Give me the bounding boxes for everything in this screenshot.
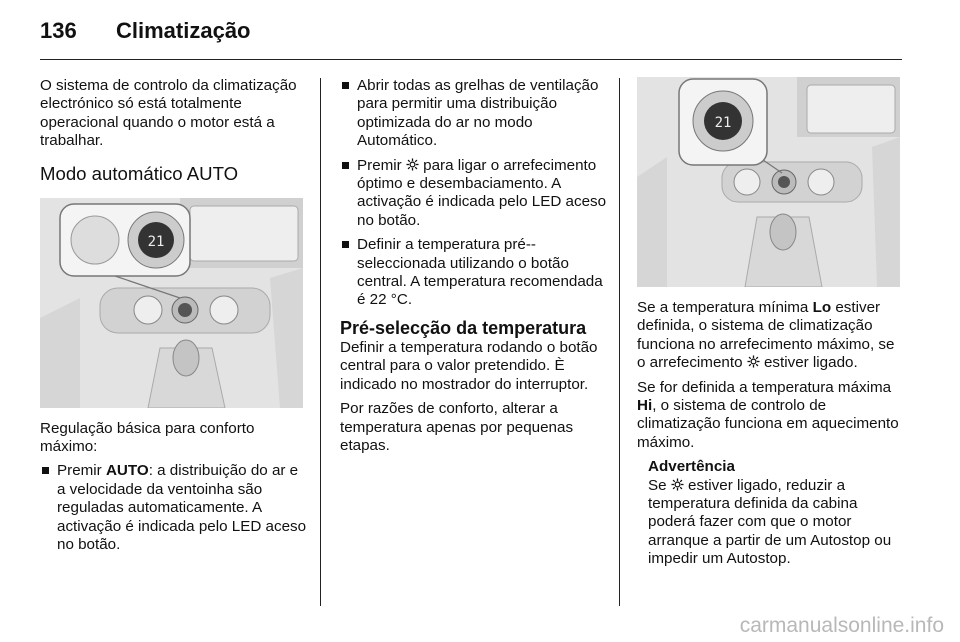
section-heading-auto: Modo automático AUTO <box>40 162 239 184</box>
bullet-text: para ligar o arrefecimento óptimo e desembaciamento. A activação é indicada pelo LED aceso no botão. <box>357 156 607 229</box>
watermark: carmanualsonline.info <box>739 614 944 637</box>
section-heading-temperature: Pré-selecção da temperatura <box>340 317 587 338</box>
lo-text: estiver definida, o sistema de climatização funciona no arrefecimento máximo, se o arrefecimento <box>637 299 895 372</box>
temperature-paragraph-1: Definir a temperatura rodando o botão central para o valor pretendido. È indicado no mostrador do interruptor. <box>340 338 598 393</box>
column-2 <box>340 77 608 461</box>
bullet-temperature <box>340 236 608 310</box>
column-divider-2 <box>619 78 620 606</box>
column-3 <box>637 77 903 569</box>
bullet-text: Premir <box>57 462 106 480</box>
note-text: estiver ligado, reduzir a temperatura definida da cabina poderá fazer com que o motor arranque a partir de um Autostop ou impedir um Autostop. <box>648 476 892 568</box>
hi-text: , o sistema de controlo de climatização funciona em aquecimento máximo. <box>637 397 899 451</box>
bullet-icon <box>342 82 349 89</box>
lo-paragraph <box>637 299 903 373</box>
warning-note <box>637 458 903 568</box>
lo-text: Se a temperatura mínima <box>637 299 813 316</box>
bullet-text: Premir <box>357 156 406 174</box>
temperature-paragraph-2: Por razões de conforto, alterar a temperatura apenas por pequenas etapas. <box>340 400 574 454</box>
note-title: Advertência <box>648 458 735 476</box>
header-rule <box>40 59 902 60</box>
caption-paragraph: Regulação básica para conforto máximo: <box>40 419 255 456</box>
lo-bold-text: Lo <box>812 299 832 316</box>
snowflake-icon <box>747 355 760 368</box>
hi-bold-text: Hi <box>637 397 653 415</box>
page-title: Climatização <box>116 18 251 43</box>
note-text: Se <box>648 476 671 494</box>
bullet-bold-text: AUTO <box>105 462 149 480</box>
intro-paragraph: O sistema de controlo da climatização electrónico só está totalmente operacional quando o motor está a trabalhar. <box>40 77 297 150</box>
display-text-2: 21 <box>714 115 732 131</box>
hi-paragraph <box>637 379 903 453</box>
lo-text: estiver ligado. <box>759 354 858 372</box>
bullet-text: Definir a temperatura pré--seleccionada utilizando o botão central. A temperatura recomendada é 22 °C. <box>357 236 603 309</box>
column-divider-1 <box>320 78 321 606</box>
display-text-1: 21 <box>147 233 165 250</box>
bullet-icon <box>342 162 349 169</box>
bullet-auto <box>40 462 308 554</box>
bullet-cooling <box>340 157 608 231</box>
bullet-vents <box>340 77 608 151</box>
column-1 <box>40 77 308 560</box>
figure-control-panel-1 <box>40 198 303 408</box>
bullet-text: Abrir todas as grelhas de ventilação para permitir uma distribuição optimizada do ar no modo Automático. <box>357 77 599 150</box>
hi-text: Se for definida a temperatura máxima <box>637 378 892 396</box>
snowflake-icon <box>406 158 419 171</box>
page-number: 136 <box>40 18 77 43</box>
page-header <box>40 18 251 44</box>
bullet-icon <box>42 467 49 474</box>
figure-control-panel-2 <box>637 77 900 287</box>
snowflake-icon <box>671 478 684 491</box>
bullet-icon <box>342 241 349 248</box>
note-body <box>648 477 903 569</box>
bullet-text: : a distribuição do ar e a velocidade da ventoinha são reguladas automaticamente. A activação é indicada pelo LED aceso no botão. <box>57 462 307 554</box>
